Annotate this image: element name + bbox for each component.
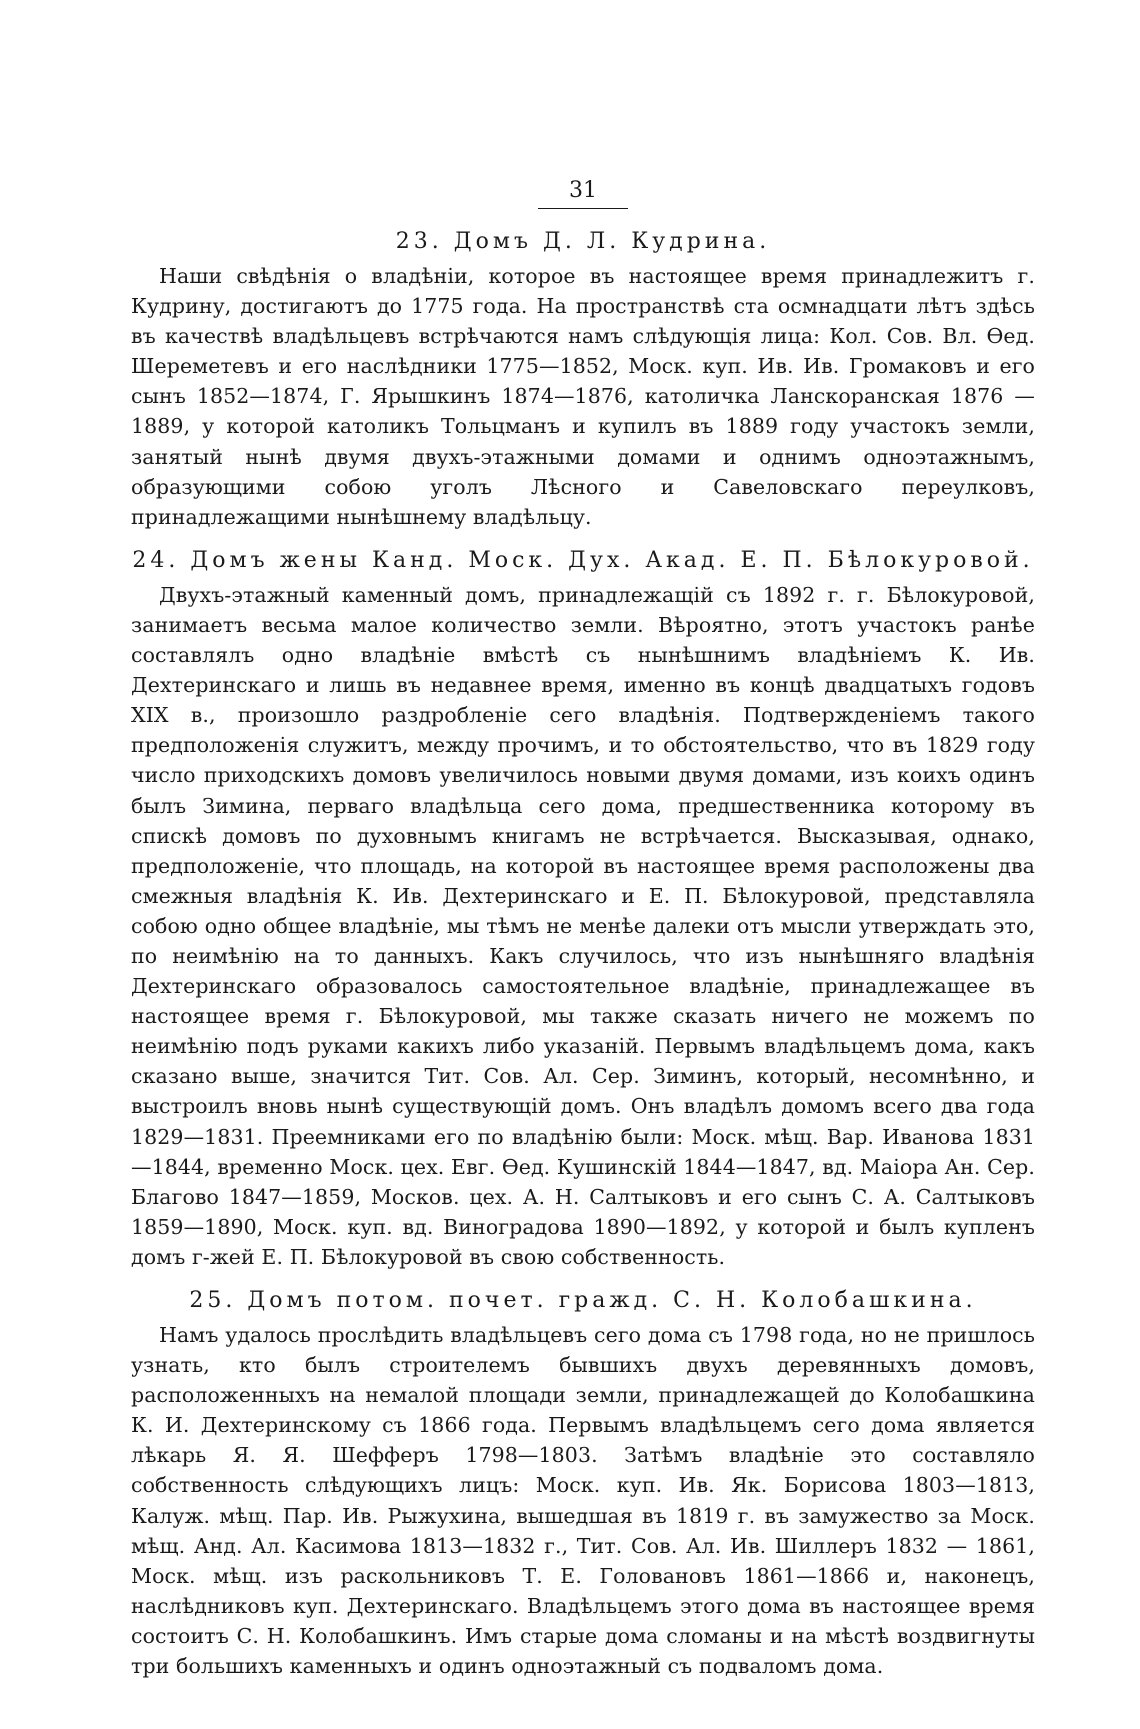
section-text-25: Намъ удалось прослѣдить владѣльцевъ сего дома съ 1798 года, но не пришлось узнать, кто былъ строителемъ бывшихъ двухъ деревянныхъ домовъ, расположенныхъ на немалой площади земли, принадлежащей до Колобашкина К. И. Дехтеринскому съ 1866 года. Первымъ владѣльцемъ сего дома является лѣкарь Я. Я. Шефферъ 1798—1803. Затѣмъ владѣніе это составляло собственность слѣдующихъ лицъ: Моск. куп. Ив. Як. Борисова 1803—1813, Калуж. мѣщ. Пар. Ив. Рыжухина, вышедшая въ 1819 г. въ замужество за Моск. мѣщ. Анд. Ал. Касимова 1813—1832 г., Тит. Сов. Ал. Ив. Шиллеръ 1832 — 1861, Моск. мѣщ. изъ раскольниковъ Т. Е. Головановъ 1861—1866 и, наконецъ, наслѣдниковъ куп. Дехтеринскаго. Владѣльцемъ этого дома въ настоящее время состоитъ С. Н. Колобашкинъ. Имъ старые дома сломаны и на мѣстѣ воздвигнуты три большихъ каменныхъ и одинъ одноэтажный съ подваломъ дома. bbox=[131, 1323, 1035, 1679]
page bbox=[131, 178, 1035, 1681]
section-heading-23: 23. Домъ Д. Л. Кудрина. bbox=[395, 229, 771, 254]
section-text-24: Двухъ-этажный каменный домъ, принадлежащій съ 1892 г. г. Бѣлокуровой, занимаетъ весьма малое количество земли. Вѣроятно, этотъ участокъ ранѣе составлялъ одно владѣніе вмѣстѣ съ нынѣшнимъ владѣніемъ К. Ив. Дехтеринскаго и лишь въ недавнее время, именно въ концѣ двадцатыхъ годовъ XIX в., произошло раздробленіе сего владѣнія. Подтвержденіемъ такого предположенія служитъ, между прочимъ, и то обстоятельство, что въ 1829 году число приходскихъ домовъ увеличилось новыми двумя домами, изъ коихъ одинъ былъ Зимина, перваго владѣльца сего дома, предшественника которому въ спискѣ домовъ по духовнымъ книгамъ не встрѣчается. Высказывая, однако, предположеніе, что площадь, на которой въ настоящее время расположены два смежныя владѣнія К. Ив. Дехтеринскаго и Е. П. Бѣлокуровой, представляла собою одно общее владѣніе, мы тѣмъ не менѣе далеки отъ мысли утверждать это, по неимѣнію на то данныхъ. Какъ случилось, что изъ нынѣшняго владѣнія Дехтеринскаго образовалось самостоятельное владѣніе, принадлежащее въ настоящее время г. Бѣлокуровой, мы также сказать ничего не можемъ по неимѣнію подъ руками какихъ либо указаній. Первымъ владѣльцемъ дома, какъ сказано выше, значится Тит. Сов. Ал. Сер. Зиминъ, который, несомнѣнно, и выстроилъ вновь нынѣ существующій домъ. Онъ владѣлъ домомъ всего два года 1829—1831. Преемниками его по владѣнію были: Моск. мѣщ. Вар. Иванова 1831—1844, временно Моск. цех. Евг. Ѳед. Кушинскій 1844—1847, вд. Маіора Ан. Сер. Благово 1847—1859, Москов. цех. А. Н. Салтыковъ и его сынъ С. А. Салтыковъ 1859—1890, Моск. куп. вд. Виноградова 1890—1892, у которой и былъ купленъ домъ г-жей Е. П. Бѣлокуровой въ свою собственность. bbox=[131, 582, 1035, 1269]
section-heading-24: 24. Домъ жены Канд. Моск. Дух. Акад. Е. П. Бѣлокуровой. bbox=[132, 547, 1034, 573]
page-number: 31 bbox=[538, 178, 628, 209]
section-heading-25: 25. Домъ потом. почет. гражд. С. Н. Колобашкина. bbox=[189, 1288, 977, 1313]
section-text-23: Наши свѣдѣнія о владѣніи, которое въ настоящее время принадлежитъ г. Кудрину, достигаютъ до 1775 года. На пространствѣ ста осмнадцати лѣтъ здѣсь въ качествѣ владѣльцевъ встрѣчаются намъ слѣдующія лица: Кол. Сов. Вл. Ѳед. Шереметевъ и его наслѣдники 1775—1852, Моск. куп. Ив. Ив. Громаковъ и его сынъ 1852—1874, Г. Ярышкинъ 1874—1876, католичка Ланскоранская 1876 — 1889, у которой католикъ Тольцманъ и купилъ въ 1889 году участокъ земли, занятый нынѣ двумя двухъ-этажными домами и однимъ одноэтажнымъ, образующими собою уголъ Лѣсного и Савеловскаго переулковъ, принадлежащими нынѣшнему владѣльцу. bbox=[131, 264, 1035, 529]
